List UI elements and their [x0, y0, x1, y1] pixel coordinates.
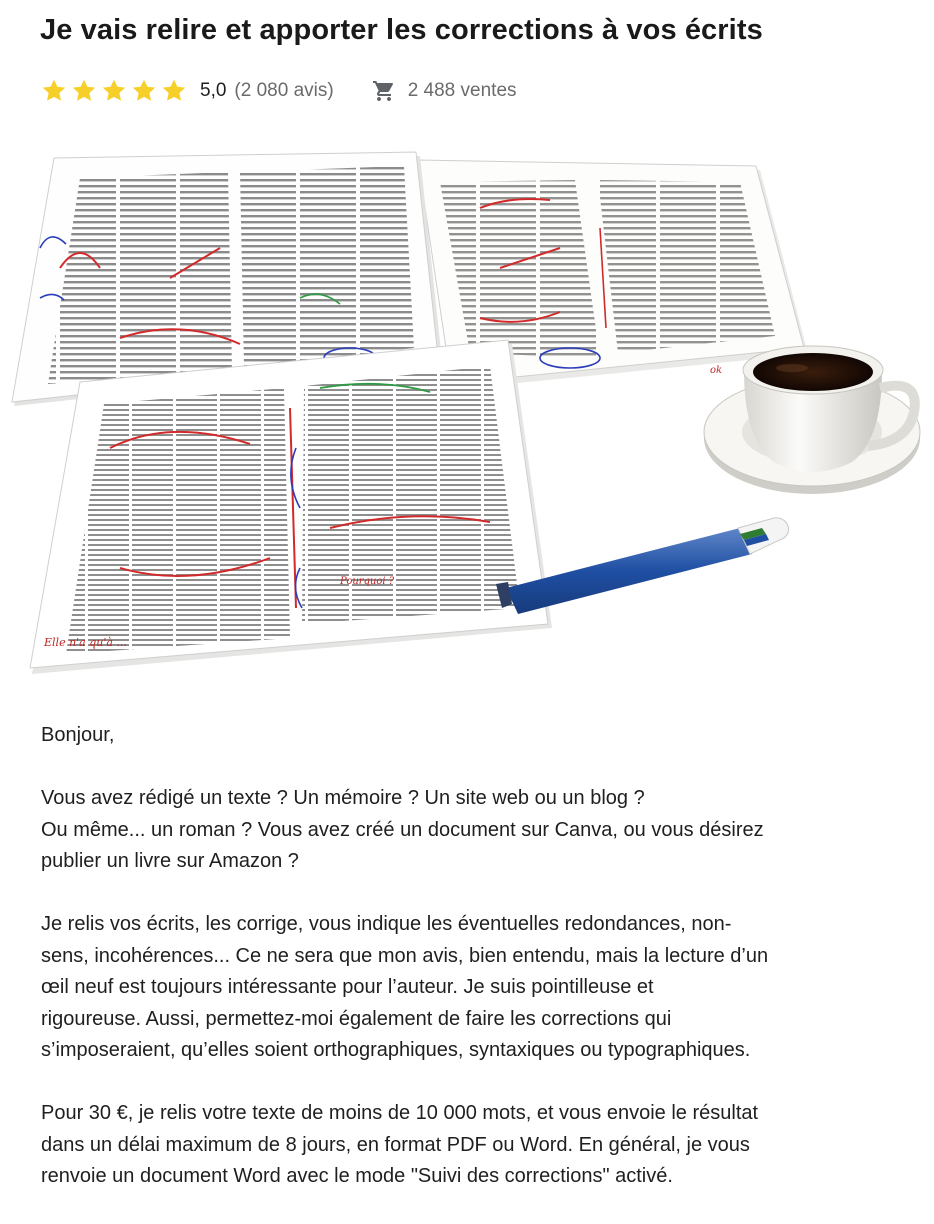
rating-value: 5,0 [200, 80, 227, 101]
text-line: Ou même... un roman ? Vous avez créé un document sur Canva, ou vous désirez [41, 818, 764, 841]
text-line: dans un délai maximum de 8 jours, en format PDF ou Word. En général, je vous [41, 1133, 750, 1156]
star-icon [160, 77, 188, 105]
text-line: s’imposeraient, qu’elles soient orthographiques, syntaxiques ou typographiques. [41, 1039, 751, 1061]
star-icon [130, 77, 158, 105]
text-line: sens, incohérences... Ce ne sera que mon avis, bien entendu, mais la lecture d’un [41, 944, 769, 967]
svg-text:ok: ok [710, 365, 723, 376]
coffee-cup [704, 346, 920, 494]
text-line: rigoureuse. Aussi, permettez-moi également de faire les corrections qui [41, 1007, 672, 1030]
text-line: renvoie un document Word avec le mode "Suivi des corrections" activé. [41, 1165, 673, 1187]
text-line: Je relis vos écrits, les corrige, vous indique les éventuelles redondances, non- [41, 913, 732, 935]
text-line: œil neuf est toujours intéressante pour l’auteur. Je suis pointilleuse et [41, 976, 654, 998]
star-icon [40, 77, 68, 105]
text-line: publier un livre sur Amazon ? [41, 850, 299, 872]
svg-text:Pourquoi ?: Pourquoi ? [340, 576, 395, 587]
sales-count [372, 79, 517, 103]
greeting-text: Bonjour, [41, 724, 115, 746]
service-description [41, 720, 911, 1224]
description-paragraph-3 [41, 1098, 911, 1193]
reviews-count-link[interactable]: (2 080 avis) [234, 80, 334, 101]
text-line: Vous avez rédigé un texte ? Un mémoire ? Un site web ou un blog ? [41, 787, 645, 809]
paper-sheet-front [30, 340, 552, 674]
text-line: Pour 30 €, je relis votre texte de moins de 10 000 mots, et vous envoie le résultat [41, 1102, 759, 1124]
star-icon [100, 77, 128, 105]
hero-image-proofreading [0, 148, 934, 688]
sales-text: 2 488 ventes [407, 80, 517, 101]
page-title: Je vais relire et apporter les corrections à vos écrits [40, 14, 763, 46]
star-icon [70, 77, 98, 105]
star-rating[interactable] [40, 77, 188, 105]
description-paragraph-1 [41, 783, 911, 878]
description-paragraph-2 [41, 909, 911, 1067]
rating-bar [40, 76, 517, 106]
svg-text:Elle n'a qu'à ...: Elle n'a qu'à ... [44, 636, 127, 649]
cart-icon [372, 79, 396, 103]
